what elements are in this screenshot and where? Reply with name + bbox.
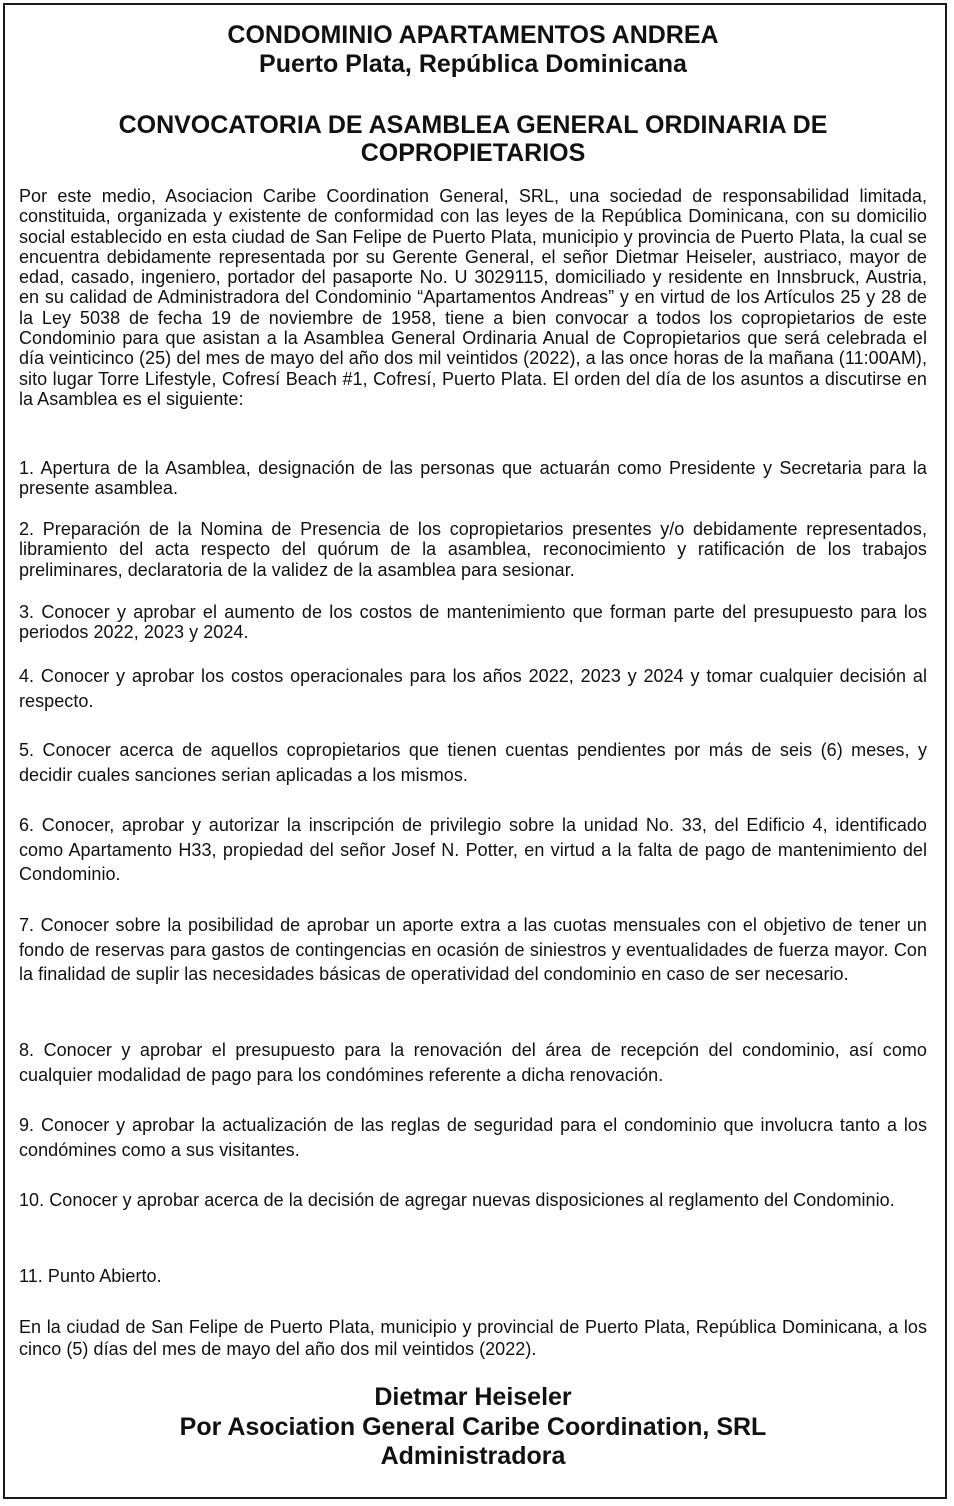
agenda-item-1: 1. Apertura de la Asamblea, designación de las personas que actuarán como Presidente y Secretaria para la presente asamblea. xyxy=(19,458,927,499)
agenda-item-10: 10. Conocer y aprobar acerca de la decisión de agregar nuevas disposiciones al reglamento del Condominio. xyxy=(19,1190,895,1210)
agenda-item-7: 7. Conocer sobre la posibilidad de aprobar un aporte extra a las cuotas mensuales con el objetivo de tener un fondo de reservas para gastos de contingencias en ocasión de siniestros y eventualidades de fuerza mayor. Con la finalidad de suplir las necesidades básicas de operatividad del condominio en caso de ser necesario. xyxy=(19,915,927,985)
condo-location: Puerto Plata, República Dominicana xyxy=(259,50,687,78)
closing-paragraph: En la ciudad de San Felipe de Puerto Plata, municipio y provincial de Puerto Plata, República Dominicana, a los cinco (5) días del mes de mayo del año dos mil veintidos (2022). xyxy=(19,1317,927,1359)
signatory-name: Dietmar Heiseler xyxy=(374,1383,572,1411)
agenda-item-8: 8. Conocer y aprobar el presupuesto para la renovación del área de recepción del condominio, así como cualquier modalidad de pago para los condómines referente a dicha renovación. xyxy=(19,1040,927,1085)
agenda-item-4: 4. Conocer y aprobar los costos operacionales para los años 2022, 2023 y 2024 y tomar cualquier decisión al respecto. xyxy=(19,666,927,711)
agenda-item-11: 11. Punto Abierto. xyxy=(19,1266,162,1286)
signatory-role: Administradora xyxy=(380,1442,566,1470)
agenda-item-3: 3. Conocer y aprobar el aumento de los costos de mantenimiento que forman parte del presupuesto para los periodos 2022, 2023 y 2024. xyxy=(19,602,927,643)
notice-header xyxy=(19,20,927,79)
agenda-item-6: 6. Conocer, aprobar y autorizar la inscripción de privilegio sobre la unidad No. 33, del Edificio 4, identificado como Apartamento H33, propiedad del señor Josef N. Potter, en virtud a la falta de pago de mantenimiento del Condominio. xyxy=(19,815,927,885)
agenda-item-9: 9. Conocer y aprobar la actualización de las reglas de seguridad para el condominio que involucra tanto a los condómines como a sus visitantes. xyxy=(19,1115,927,1160)
condo-name: CONDOMINIO APARTAMENTOS ANDREA xyxy=(227,21,719,49)
agenda-item-2: 2. Preparación de la Nomina de Presencia de los copropietarios presentes y/o debidamente representados, libramiento del acta respecto del quórum de la asamblea, reconocimiento y ratificación de los trabajos preliminares, declaratoria de la validez de la asamblea para sesionar. xyxy=(19,519,927,580)
intro-paragraph: Por este medio, Asociacion Caribe Coordination General, SRL, una sociedad de responsabilidad limitada, constituida, organizada y existente de conformidad con las leyes de la República Dominicana, con su domicilio social establecido en esta ciudad de San Felipe de Puerto Plata, municipio y provincia de Puerto Plata, la cual se encuentra debidamente representada por su Gerente General, el señor Dietmar Heiseler, austriaco, mayor de edad, casado, ingeniero, portador del pasaporte No. U 3029115, domiciliado y residente en Innsbruck, Austria, en su calidad de Administradora del Condominio “Apartamentos Andreas” y en virtud de los Artículos 25 y 28 de la Ley 5038 de fecha 19 de noviembre de 1958, tiene a bien convocar a todos los copropietarios de este Condominio para que asistan a la Asamblea General Ordinaria Anual de Copropietarios que será celebrada el día veinticinco (25) del mes de mayo del año dos mil veintidos (2022), a las once horas de la mañana (11:00AM), sito lugar Torre Lifestyle, Cofresí Beach #1, Cofresí, Puerto Plata. El orden del día de los asuntos a discutirse en la Asamblea es el siguiente: xyxy=(19,186,927,409)
signature-block xyxy=(19,1383,927,1472)
notice-title xyxy=(19,111,927,167)
agenda-item-5: 5. Conocer acerca de aquellos copropietarios que tienen cuentas pendientes por más de seis (6) meses, y decidir cuales sanciones serian aplicadas a los mismos. xyxy=(19,740,927,785)
notice-title-line-2: COPROPIETARIOS xyxy=(360,139,586,167)
notice-title-line-1: CONVOCATORIA DE ASAMBLEA GENERAL ORDINARIA DE xyxy=(118,111,828,139)
signatory-company: Por Asociation General Caribe Coordination, SRL xyxy=(179,1412,767,1441)
